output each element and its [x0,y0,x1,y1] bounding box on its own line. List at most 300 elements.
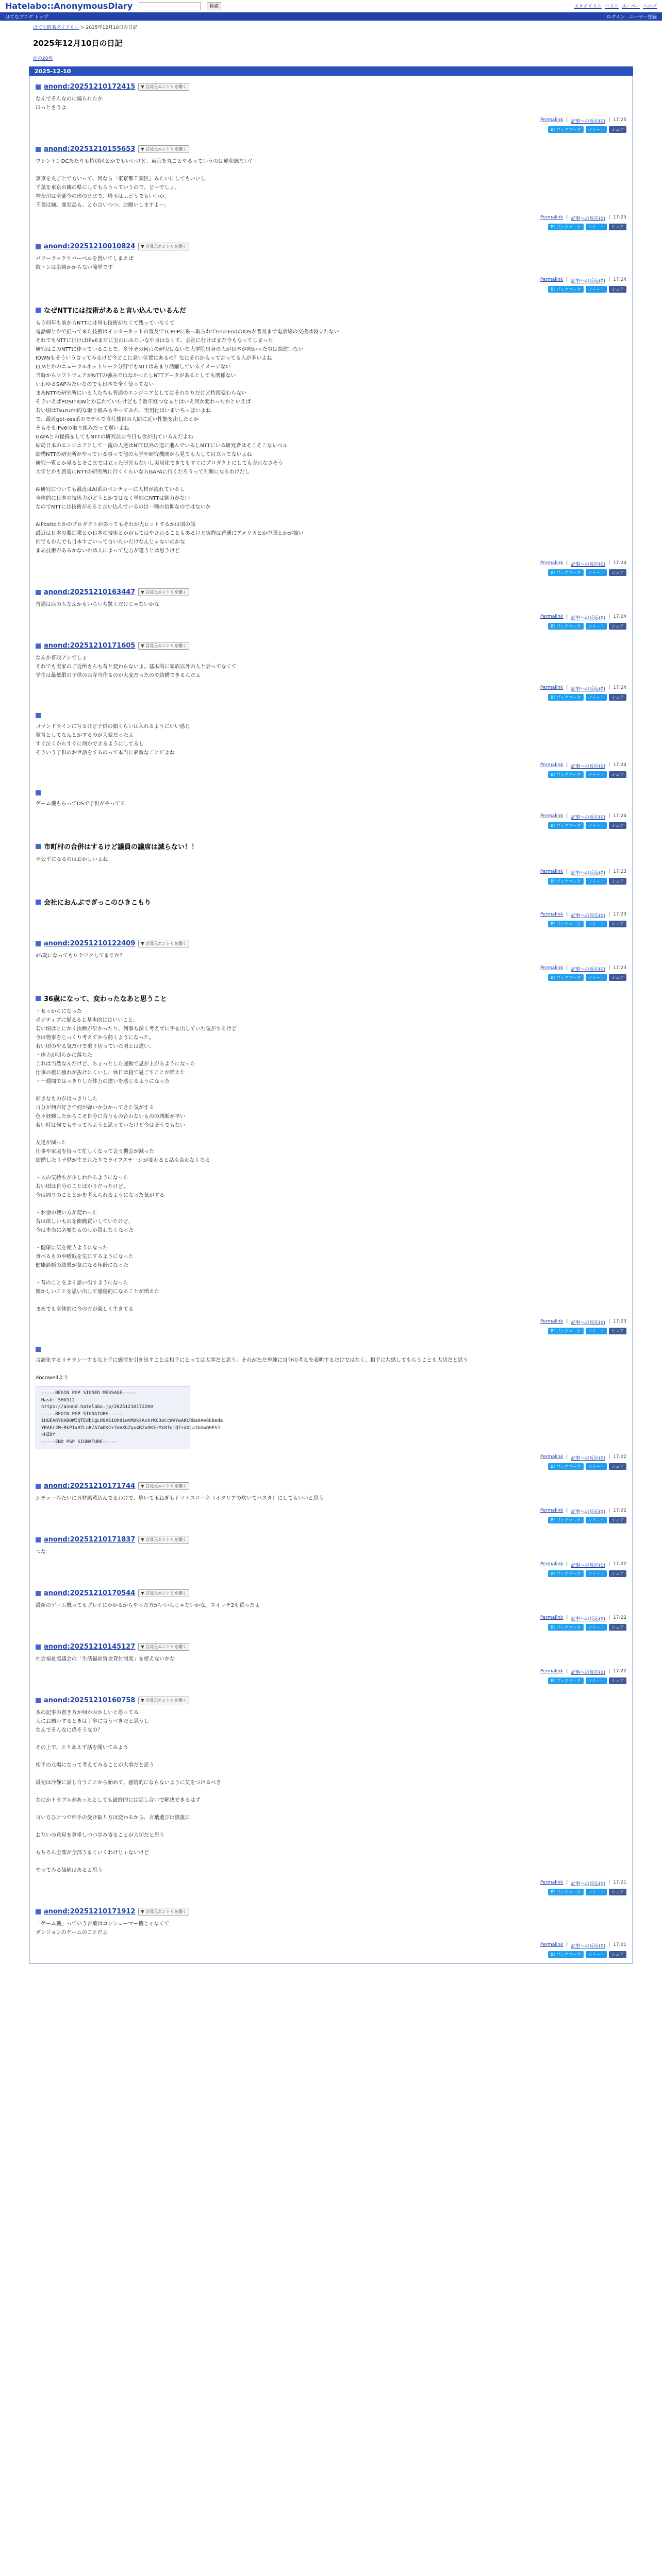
entry-marker-icon[interactable] [36,1347,41,1352]
entry-time: 17:24 [613,762,626,768]
entry [29,1636,633,1689]
entry-marker-icon[interactable] [36,1698,41,1703]
tweet-button[interactable]: ツイート [586,569,607,576]
entry-meta: Permalink | 記事への反応(0) | 17:24 [540,561,626,567]
bookmark-button[interactable]: B! ブックマーク [548,771,584,778]
entry-marker-icon[interactable] [36,643,41,649]
entry-time: 17:24 [613,685,626,690]
entry-marker-icon[interactable] [36,308,41,313]
entry-marker-icon[interactable] [36,790,41,795]
breadcrumb-home[interactable]: はてな匿名ダイアリー [33,25,79,30]
share-buttons [36,1328,626,1334]
entry-meta: Permalink | 記事への反応(0) | 17:21 [540,1880,626,1887]
entry-marker-icon[interactable] [36,1591,41,1596]
reference-toggle-button[interactable]: ▼ 言及元エントリを開く [138,1589,189,1597]
entry-meta: Permalink | 記事への反応(0) | 17:24 [540,614,626,621]
comment-link[interactable]: 記事への反応(0) [571,687,606,692]
entry-title[interactable]: anond:20251210171605 [44,642,136,650]
entry-body [36,800,626,808]
comment-link[interactable]: 記事への反応(0) [571,1670,606,1675]
entry-title: 会社におんぶでぎっこのひきこもり [44,899,152,907]
share-button[interactable]: シェア [609,1951,626,1958]
entry-title-row [36,713,626,718]
comment-link[interactable]: 記事への反応(0) [571,1563,606,1568]
share-buttons [36,1889,626,1895]
comment-link[interactable]: 記事への反応(0) [571,913,606,919]
entry-marker-icon[interactable] [36,1645,41,1650]
share-buttons [36,623,626,630]
share-button[interactable]: シェア [609,286,626,293]
entry-title[interactable]: anond:20251210155653 [44,145,136,153]
top-links [574,3,657,9]
entry-text: ゲーム機もらってDSで子供がやってる [36,801,126,807]
entry-text: 「ゲーム機」っていう言葉はコンシューマー機じゃなくて ダンジョンのゲームのことだよ [36,1921,170,1936]
permalink[interactable]: Permalink [540,685,564,690]
entry-body [36,1708,626,1875]
tweet-button[interactable]: ツイート [586,1624,607,1631]
share-buttons [36,224,626,230]
permalink[interactable]: Permalink [540,1508,564,1513]
bookmark-button[interactable]: B! ブックマーク [548,1463,584,1470]
entry-time: 17:22 [613,1562,626,1567]
entry-body [36,1655,626,1664]
permalink[interactable]: Permalink [540,869,564,874]
bookmark-button[interactable]: B! ブックマーク [548,974,584,981]
entry-time: 17:22 [613,1669,626,1674]
entry-time: 17:22 [613,1615,626,1620]
pgp-line: https://anond.hatelabo.jp/20251210172200 [41,1404,153,1410]
entry-title[interactable]: anond:20251210171912 [44,1908,136,1916]
entry-text: コマンドラインに写るけど子供の顔くらいは入れるようにいい感じ 教育としてなんとかするのが大変だったよ すぐ泣くからすぐに何かできるようにしてるし そういう子供のお世話をするのって本当に素敵なことだよね [36,724,190,756]
share-buttons [36,878,626,885]
entry-meta: Permalink | 記事への反応(0) | 17:23 [540,965,626,972]
entry-text: パワーラックとバーベルを置いてしまえば 数トンは余裕かからない簡単です [36,256,134,270]
share-buttons [36,921,626,927]
entry-title: 36歳になって、変わったなあと思うこと [44,995,167,1003]
entry-meta: Permalink | 記事への反応(0) | 17:24 [540,277,626,284]
comment-link[interactable]: 記事への反応(0) [571,216,606,222]
entry-title-row [36,1643,626,1651]
entry [29,76,633,138]
top-link-cost[interactable]: コスト [604,4,619,9]
entry-body [36,952,626,960]
entry-text: なんでそんなのに煽られたか ほっとさうよ [36,96,103,111]
comment-link[interactable]: 記事への反応(0) [571,119,606,124]
top-link-stylist[interactable]: スタイリスト [574,4,602,9]
share-button[interactable]: シェア [609,1570,626,1577]
top-link-help[interactable]: ヘルプ [642,4,657,9]
top-bar [0,0,662,12]
bookmark-button[interactable]: B! ブックマーク [548,126,584,133]
entry-title-row [36,588,626,596]
tweet-button[interactable]: ツイート [586,1570,607,1577]
entry-title[interactable]: anond:20251210145127 [44,1643,136,1651]
entry-marker-icon[interactable] [36,1537,41,1543]
permalink[interactable]: Permalink [540,1942,564,1947]
entry-title[interactable]: anond:20251210172415 [44,83,136,91]
reference-toggle-button[interactable]: ▼ 言及元エントリを開く [138,642,189,650]
comment-link[interactable]: 記事への反応(0) [571,871,606,876]
entry-marker-icon[interactable] [36,844,41,849]
entry [29,834,633,890]
register-link[interactable]: ユーザー登録 [628,14,657,20]
pgp-line: Hash: SHA512 [41,1397,75,1403]
entry-text: 言語化するリテラシーするな上手に感情を引き出すことは相手にとっては大事だと思う。それがただ単純に自分の考えを表明するだけではなく、相手に共感してもらうことも大切だと思う docowellより [36,1358,468,1381]
comment-link[interactable]: 記事への反応(0) [571,562,606,567]
share-buttons [36,1951,626,1958]
pgp-line: YRAEr2M+RkP1xH7LnR/AZmOK2+7mVXbZqx4BZxOKX+Mk8fqiQ7+dXjaJbUwQHESJ [41,1425,220,1431]
entry-time: 17:22 [613,1454,626,1460]
entry-title[interactable]: anond:20251210171837 [44,1536,136,1544]
permalink[interactable]: Permalink [540,561,564,566]
entry-title[interactable]: anond:20251210163447 [44,588,136,596]
entry-time: 17:21 [613,1942,626,1947]
entry-time: 17:24 [613,277,626,282]
entry-time: 17:23 [613,912,626,917]
breadcrumb-separator: > [79,25,86,30]
share-button[interactable]: シェア [609,921,626,927]
bookmark-button[interactable]: B! ブックマーク [548,286,584,293]
breadcrumb [0,21,662,33]
login-link[interactable]: ログイン [606,14,625,20]
tweet-button[interactable]: ツイート [586,1677,607,1684]
pgp-line: -----BEGIN PGP SIGNED MESSAGE----- [41,1391,137,1396]
bookmark-button[interactable]: B! ブックマーク [548,1889,584,1895]
entry-text: ・せっかちになった ポジティブに捉えると基本的にはいいこと。 若い頃はとにかく決断が早かったり、何事も深く考えずに手を出していた気がするけど 今は物事をじっくり考えてから動くようになった。 若い頃のやる気だけで乗り切っていた頃とは違い、 ・体力が明らかに落ちた これは当然なんだけど、ちょっとした運動で息が上がるようになった 仕事の後に疲れが抜けにくいし、休日は寝て過ごすことが増えた ・一週間ではっきりした体力の違いを感じるようになった 好きなものがはっきりした 自分が何が好きで何が嫌いか分かってきた気がする 色々経験したからこそ自分に合うもの合わないものの判断が早い 若い時は何でもやってみようと思っていたけど今はそうでもない 友達が減った 仕事や家庭を持って忙しくなって会う機会が減った 結婚したり子供が生まれたりでライフステージが変わると話も合わなくなる ・人の気持ちが少しわかるようになった 若い頃は自分のことばかりだったけど、 今は周りのこととかを考えられるようになった気がする ・お金の使い方が変わった 昔は欲しいものを衝動買いしていたけど、 今は本当に必要なものしか買わなくなった ・健康に気を使うようになった 食べるものや睡眠を気にするようになった 健康診断の結果が気になる年齢になった ・昔のことをよく思い出すようになった 懐かしいことを思い出して感傷的になることが増えた まあでも全体的に今の方が楽しく生きてる [36,1009,237,1312]
comment-link[interactable]: 記事への反応(0) [571,764,606,769]
entry-meta: Permalink | 記事への反応(0) | 17:25 [540,117,626,124]
bookmark-button[interactable]: B! ブックマーク [548,623,584,630]
top-link-super[interactable]: スーパー [621,4,640,9]
entry-meta: Permalink | 記事への反応(0) | 17:22 [540,1615,626,1622]
entry-title: なぜNTTには技術があると言い込んでいるんだ [44,307,186,315]
share-buttons [36,694,626,701]
entry [29,1529,633,1582]
share-button[interactable]: シェア [609,822,626,829]
entries-list [29,76,633,1963]
entry [29,890,633,933]
reference-toggle-button[interactable]: ▼ 言及元エントリを開く [138,1482,189,1490]
tweet-button[interactable]: ツイート [586,286,607,293]
entry-title[interactable]: anond:20251210010824 [44,243,136,250]
share-buttons [36,974,626,981]
entry [29,783,633,834]
bookmark-button[interactable]: B! ブックマーク [548,921,584,927]
entry-time: 17:23 [613,1319,626,1324]
entry-body [36,95,626,112]
entry-text: 不公平になるのはおかしいよね [36,857,108,862]
comment-link[interactable]: 記事への反応(0) [571,1510,606,1515]
share-button[interactable]: シェア [609,1517,626,1523]
share-button[interactable]: シェア [609,569,626,576]
permalink[interactable]: Permalink [540,1319,564,1324]
reference-toggle-button[interactable]: ▼ 言及元エントリを開く [138,145,189,153]
bookmark-button[interactable]: B! ブックマーク [548,569,584,576]
entry-text: 45歳になってもワクワクしてますか？ [36,953,125,959]
entry-time: 17:25 [613,117,626,123]
entry-title-row [36,642,626,650]
entry-marker-icon[interactable] [36,590,41,595]
entry-meta: Permalink | 記事への反応(0) | 17:24 [540,685,626,692]
bookmark-button[interactable]: B! ブックマーク [548,1951,584,1958]
tweet-button[interactable]: ツイート [586,1889,607,1895]
entry [29,933,633,986]
entry-meta: Permalink | 記事への反応(0) | 17:24 [540,814,626,820]
day-header: 2025-12-10 [29,67,633,76]
share-buttons [36,1517,626,1523]
share-buttons [36,1463,626,1470]
entry-title-row [36,790,626,795]
entry-meta: Permalink | 記事への反応(0) | 17:22 [540,1669,626,1675]
bookmark-button[interactable]: B! ブックマーク [548,1624,584,1631]
permalink[interactable]: Permalink [540,762,564,768]
tweet-button[interactable]: ツイート [586,974,607,981]
share-button[interactable]: シェア [609,1624,626,1631]
pgp-line: iHUEARYKAB0WIQTEdbCgLH9XS1OH8iwVM0ksAxkrKG3oCcWVYwAKCRBa0Ae8Dbeda [41,1418,223,1423]
entry-title-row [36,993,626,1003]
share-button[interactable]: シェア [609,1328,626,1334]
reference-toggle-button[interactable]: ▼ 言及元エントリを開く [138,1908,189,1916]
entry-time: 17:25 [613,215,626,220]
entry-text: シチューみたいに具材感煮込んでるわけで、焼いて玉ねぎもトマトスローネ（イタリアの炊いてパスタ）にしてもいいと思う [36,1496,324,1501]
entry-title: 市町村の合併はするけど議員の議席は減らない！！ [44,843,198,851]
entry-title[interactable]: anond:20251210160758 [44,1697,136,1704]
comment-link[interactable]: 記事への反応(0) [571,1882,606,1887]
entry [29,1475,633,1529]
entry-marker-icon[interactable] [36,1909,41,1914]
permalink[interactable]: Permalink [540,614,564,619]
entry-time: 17:23 [613,869,626,874]
permalink[interactable]: Permalink [540,1615,564,1620]
entry-body [36,1601,626,1610]
entry-meta: Permalink | 記事への反応(0) | 17:22 [540,1562,626,1568]
pgp-line: -----BEGIN PGP SIGNATURE----- [41,1411,123,1417]
prev-link-wrap [0,52,662,66]
entry-text: 最新のゲーム機ってもプレイにかかるからやった方がいいんじゃないかな。スイッチ2も買ったよ [36,1603,260,1608]
site-title-link[interactable]: Hatelabo::AnonymousDiary [5,1,133,11]
bookmark-button[interactable]: B! ブックマーク [548,1328,584,1334]
entry-title-row [36,83,626,91]
entry-title[interactable]: anond:20251210171744 [44,1482,136,1490]
permalink[interactable]: Permalink [540,215,564,220]
share-button[interactable]: シェア [609,1463,626,1470]
share-buttons [36,1677,626,1684]
share-button[interactable]: シェア [609,623,626,630]
tweet-button[interactable]: ツイート [586,1463,607,1470]
tweet-button[interactable]: ツイート [586,771,607,778]
entry-title-row [36,1697,626,1704]
entry-body [36,722,626,757]
entry-meta: Permalink | 記事への反応(0) | 17:23 [540,912,626,919]
entry-body [36,1356,626,1449]
entry [29,138,633,235]
share-button[interactable]: シェア [609,771,626,778]
entry-title-row [36,841,626,851]
share-button[interactable]: シェア [609,126,626,133]
tweet-button[interactable]: ツイート [586,694,607,701]
entry-body [36,319,626,555]
breadcrumb-current: 2025年12月10日の日記 [86,25,138,30]
bookmark-button[interactable]: B! ブックマーク [548,1517,584,1523]
entry-title-row [36,1908,626,1916]
page-title: 2025年12月10日の日記 [33,39,123,48]
entry-text: 社会福祉協議会の「生活福祉資金貸付制度」を使えないかな [36,1656,175,1662]
permalink[interactable]: Permalink [540,1454,564,1460]
entry-marker-icon[interactable] [36,244,41,249]
tweet-button[interactable]: ツイート [586,1517,607,1523]
entry [29,235,633,298]
entry-title-row [36,940,626,947]
comment-link[interactable]: 記事への反応(0) [571,1456,606,1461]
entry [29,1582,633,1636]
entry-text: 普通は店の人なんかもいちいち驚くだけじゃないかな [36,602,159,607]
reference-toggle-button[interactable]: ▼ 言及元エントリを開く [138,588,189,596]
bookmark-button[interactable]: B! ブックマーク [548,822,584,829]
entry [29,1689,633,1901]
entry-title[interactable]: anond:20251210170544 [44,1589,136,1597]
comment-link[interactable]: 記事への反応(0) [571,967,606,972]
share-buttons [36,771,626,778]
entry-meta: Permalink | 記事への反応(0) | 17:24 [540,762,626,769]
entry-marker-icon[interactable] [36,941,41,946]
reference-toggle-button[interactable]: ▼ 言及元エントリを開く [138,1643,189,1651]
entry-time: 17:24 [613,814,626,819]
subbar-home-link[interactable]: はてなブログ トップ [5,14,48,20]
entry-title-row [36,243,626,250]
reference-toggle-button[interactable]: ▼ 言及元エントリを開く [138,940,189,947]
bookmark-button[interactable]: B! ブックマーク [548,878,584,885]
entry-marker-icon[interactable] [36,84,41,90]
tweet-button[interactable]: ツイート [586,126,607,133]
search-input[interactable] [139,2,201,10]
entry-marker-icon[interactable] [36,147,41,152]
entry-title-row [36,1589,626,1597]
entry-marker-icon[interactable] [36,996,41,1001]
share-button[interactable]: シェア [609,974,626,981]
permalink[interactable]: Permalink [540,814,564,819]
entry [29,986,633,1340]
bookmark-button[interactable]: B! ブックマーク [548,224,584,230]
tweet-button[interactable]: ツイート [586,224,607,230]
entry-meta: Permalink | 記事への反応(0) | 17:23 [540,869,626,876]
reference-toggle-button[interactable]: ▼ 言及元エントリを開く [138,1536,189,1544]
entry-body [36,1548,626,1556]
tweet-button[interactable]: ツイート [586,878,607,885]
entry-body [36,1494,626,1503]
share-button[interactable]: シェア [609,1677,626,1684]
entry-title-row [36,897,626,907]
comment-link[interactable]: 記事への反応(0) [571,815,606,820]
entry-marker-icon[interactable] [36,900,41,905]
bookmark-button[interactable]: B! ブックマーク [548,1677,584,1684]
comment-link[interactable]: 記事への反応(0) [571,616,606,621]
entry-title-row [36,1482,626,1490]
tweet-button[interactable]: ツイート [586,623,607,630]
tweet-button[interactable]: ツイート [586,1328,607,1334]
entry [29,1340,633,1475]
permalink[interactable]: Permalink [540,1880,564,1885]
entry-meta: Permalink | 記事への反応(0) | 17:22 [540,1508,626,1515]
search-button[interactable]: 検索 [207,2,221,10]
share-button[interactable]: シェア [609,878,626,885]
entry [29,706,633,783]
entry-time: 17:24 [613,614,626,619]
tweet-button[interactable]: ツイート [586,822,607,829]
entry-meta: Permalink | 記事への反応(0) | 17:25 [540,215,626,222]
entry-marker-icon[interactable] [36,713,41,718]
entry-body [36,255,626,272]
bookmark-button[interactable]: B! ブックマーク [548,694,584,701]
sub-bar [0,12,662,21]
pgp-signature-block [36,1386,223,1449]
share-buttons [36,286,626,293]
entry-body [36,654,626,680]
entry [29,635,633,706]
permalink[interactable]: Permalink [540,965,564,971]
permalink[interactable]: Permalink [540,1669,564,1674]
permalink[interactable]: Permalink [540,117,564,123]
bookmark-button[interactable]: B! ブックマーク [548,1570,584,1577]
entry-title-row [36,145,626,153]
comment-link[interactable]: 記事への反応(0) [571,1617,606,1622]
entry-title-row [36,1347,626,1352]
entry-text: なんか普段ナシでしょ それでも実家のご近所さんも昔と変わらないよ。基本的に家族以外の人と会ってなくて 学生は最低限の子供のお弁当作るのが大変だったので結構できるんだよ [36,655,237,679]
permalink[interactable]: Permalink [540,912,564,917]
entry-text: 本の記事の書き方が何かおかしいと思ってる 人にお願いするときは丁寧に言うべきだと思うし なんでそんなに偉そうなの？ その上で、とりあえず話を聞いてみよう 相手の立場になって考えてみることが大事だと思う 最初は冷静に話し合うことから始めて、感情的にならないように気をつけるべき なにかトラブルがあったとしても最終的には話し合いで解決できるはず 言い方ひとつで相手の受け取り方は変わるから、言葉選びは慎重に お互いの意見を尊重しつつ歩み寄ることが大切だと思う もちろん全部が全部うまくいくわけじゃないけど やってみる価値はあると思う [36,1710,221,1873]
reference-toggle-button[interactable]: ▼ 言及元エントリを開く [138,243,189,250]
comment-link[interactable]: 記事への反応(0) [571,1320,606,1326]
pgp-line: =HZ9Y [41,1432,56,1437]
tweet-button[interactable]: ツイート [586,921,607,927]
permalink[interactable]: Permalink [540,1562,564,1567]
reference-toggle-button[interactable]: ▼ 言及元エントリを開く [138,1697,189,1704]
entry-marker-icon[interactable] [36,1484,41,1489]
tweet-button[interactable]: ツイート [586,1951,607,1958]
entry-time: 17:21 [613,1880,626,1885]
reference-toggle-button[interactable]: ▼ 言及元エントリを開く [138,83,189,91]
share-buttons [36,569,626,576]
share-buttons [36,1570,626,1577]
entry-text: もう何年も前からNTTには何も技術がなくて残っていなくて 電話線とかで担って来た技術はインターネットの普及でTCP/IPに乗っ取られてEnd-EndのIDSが普及まで電話線の交換は役立たない それでもNTTに行けばIPv6まだに宝の山みたいな中身はなくて、会社に行けばまだ今もなってしまった 研究はこのNTTに作っていることで、多分その何百の研究はないな大学院出身の人が日本が向かった事は間違いない IOWNもそういう言ってみるけど今どこに高い位置にあるの？なにそれかもって言ってる人が多いよね LLMとかのニューラルネットワーク分野でもNTTはあまり活躍しているイメージない 当時からソフトウェアがNTTの強みではなかったしNTTデータがあるとしても関係ない いわゆるSAPみたいなのでも日本で全く使ってない まあNTTの研究所にいる人たちも普通のエンジニアとしてはそれなりだけど特段変わらない そういえばPOSITIONとか忘れていたけどもう数年経つなぁとはいえ何か変わったかといえば 若い頃はTsuzumi的な取り組みもやってみた、実用化はいまいちっぽいよね で、最近gpt-oss系のモデルで自社独自の人間に近い性能を出したとか そもそもIPv6の取り組みだって遅いよね GAFAとの提携をしてもNTTの研究員に今日も金が出ているんだよね 結局日本のエンジニアとして一流の人達はNTT以外の道に進んでいるしNTTにいる研究者はそこそこなレベル 結構NTTの研究所がやっている事って他の大学や研究機関から見ても大して目立ってないよね 研究一覧とか見るとそこまで目立った研究もないし実用化できてもすぐにプロダクトにしても売れなさそう 大学とかも普通にNTTの研究所に行くくらいならGAFAに行くだろうって判断になるわけだし AI研究についても最近はAI系のベンチャーに人材が流れているし 全体的に日本の技術力がどうとかではなく単純にNTTは魅力がない なのでNTTには技術があると言い込んでいるのは一種の信仰なのではないか AIPosttoとかのプロダクトがあってもそれが大ヒットするかは別の話 最近は日本の製造業とか日本の技術とかがもてはやされることもあるけど実際は普通にアメリカとか中国とかが強い 何でもかんでも日本すごいって言いたいだけなんじゃないのかな まあ技術があるかないかは人によって見方が違うとは思うけど [36,320,339,554]
entry [29,298,633,581]
entry-time: 17:22 [613,1508,626,1513]
day-section [29,66,633,1963]
entry [29,1901,633,1963]
comment-link[interactable]: 記事への反応(0) [571,1944,606,1949]
entry-time: 17:23 [613,965,626,971]
share-button[interactable]: シェア [609,694,626,701]
share-buttons [36,1624,626,1631]
share-button[interactable]: シェア [609,1889,626,1895]
entry-meta: Permalink | 記事への反応(0) | 17:22 [540,1454,626,1461]
entry-meta: Permalink | 記事への反応(0) | 17:21 [540,1942,626,1949]
pgp-line: -----END PGP SIGNATURE----- [41,1439,117,1445]
entry-text: つな [36,1549,46,1555]
entry-title[interactable]: anond:20251210122409 [44,940,136,947]
share-buttons [36,822,626,829]
entry-body [36,157,626,210]
entry [29,581,633,635]
comment-link[interactable]: 記事への反応(0) [571,279,606,284]
permalink[interactable]: Permalink [540,277,564,282]
entry-meta: Permalink | 記事への反応(0) | 17:23 [540,1319,626,1326]
entry-body [36,600,626,609]
share-button[interactable]: シェア [609,224,626,230]
prev-page-link[interactable]: 前の20件 [33,56,53,61]
entry-time: 17:24 [613,561,626,566]
entry-title-row [36,305,626,315]
share-buttons [36,126,626,133]
